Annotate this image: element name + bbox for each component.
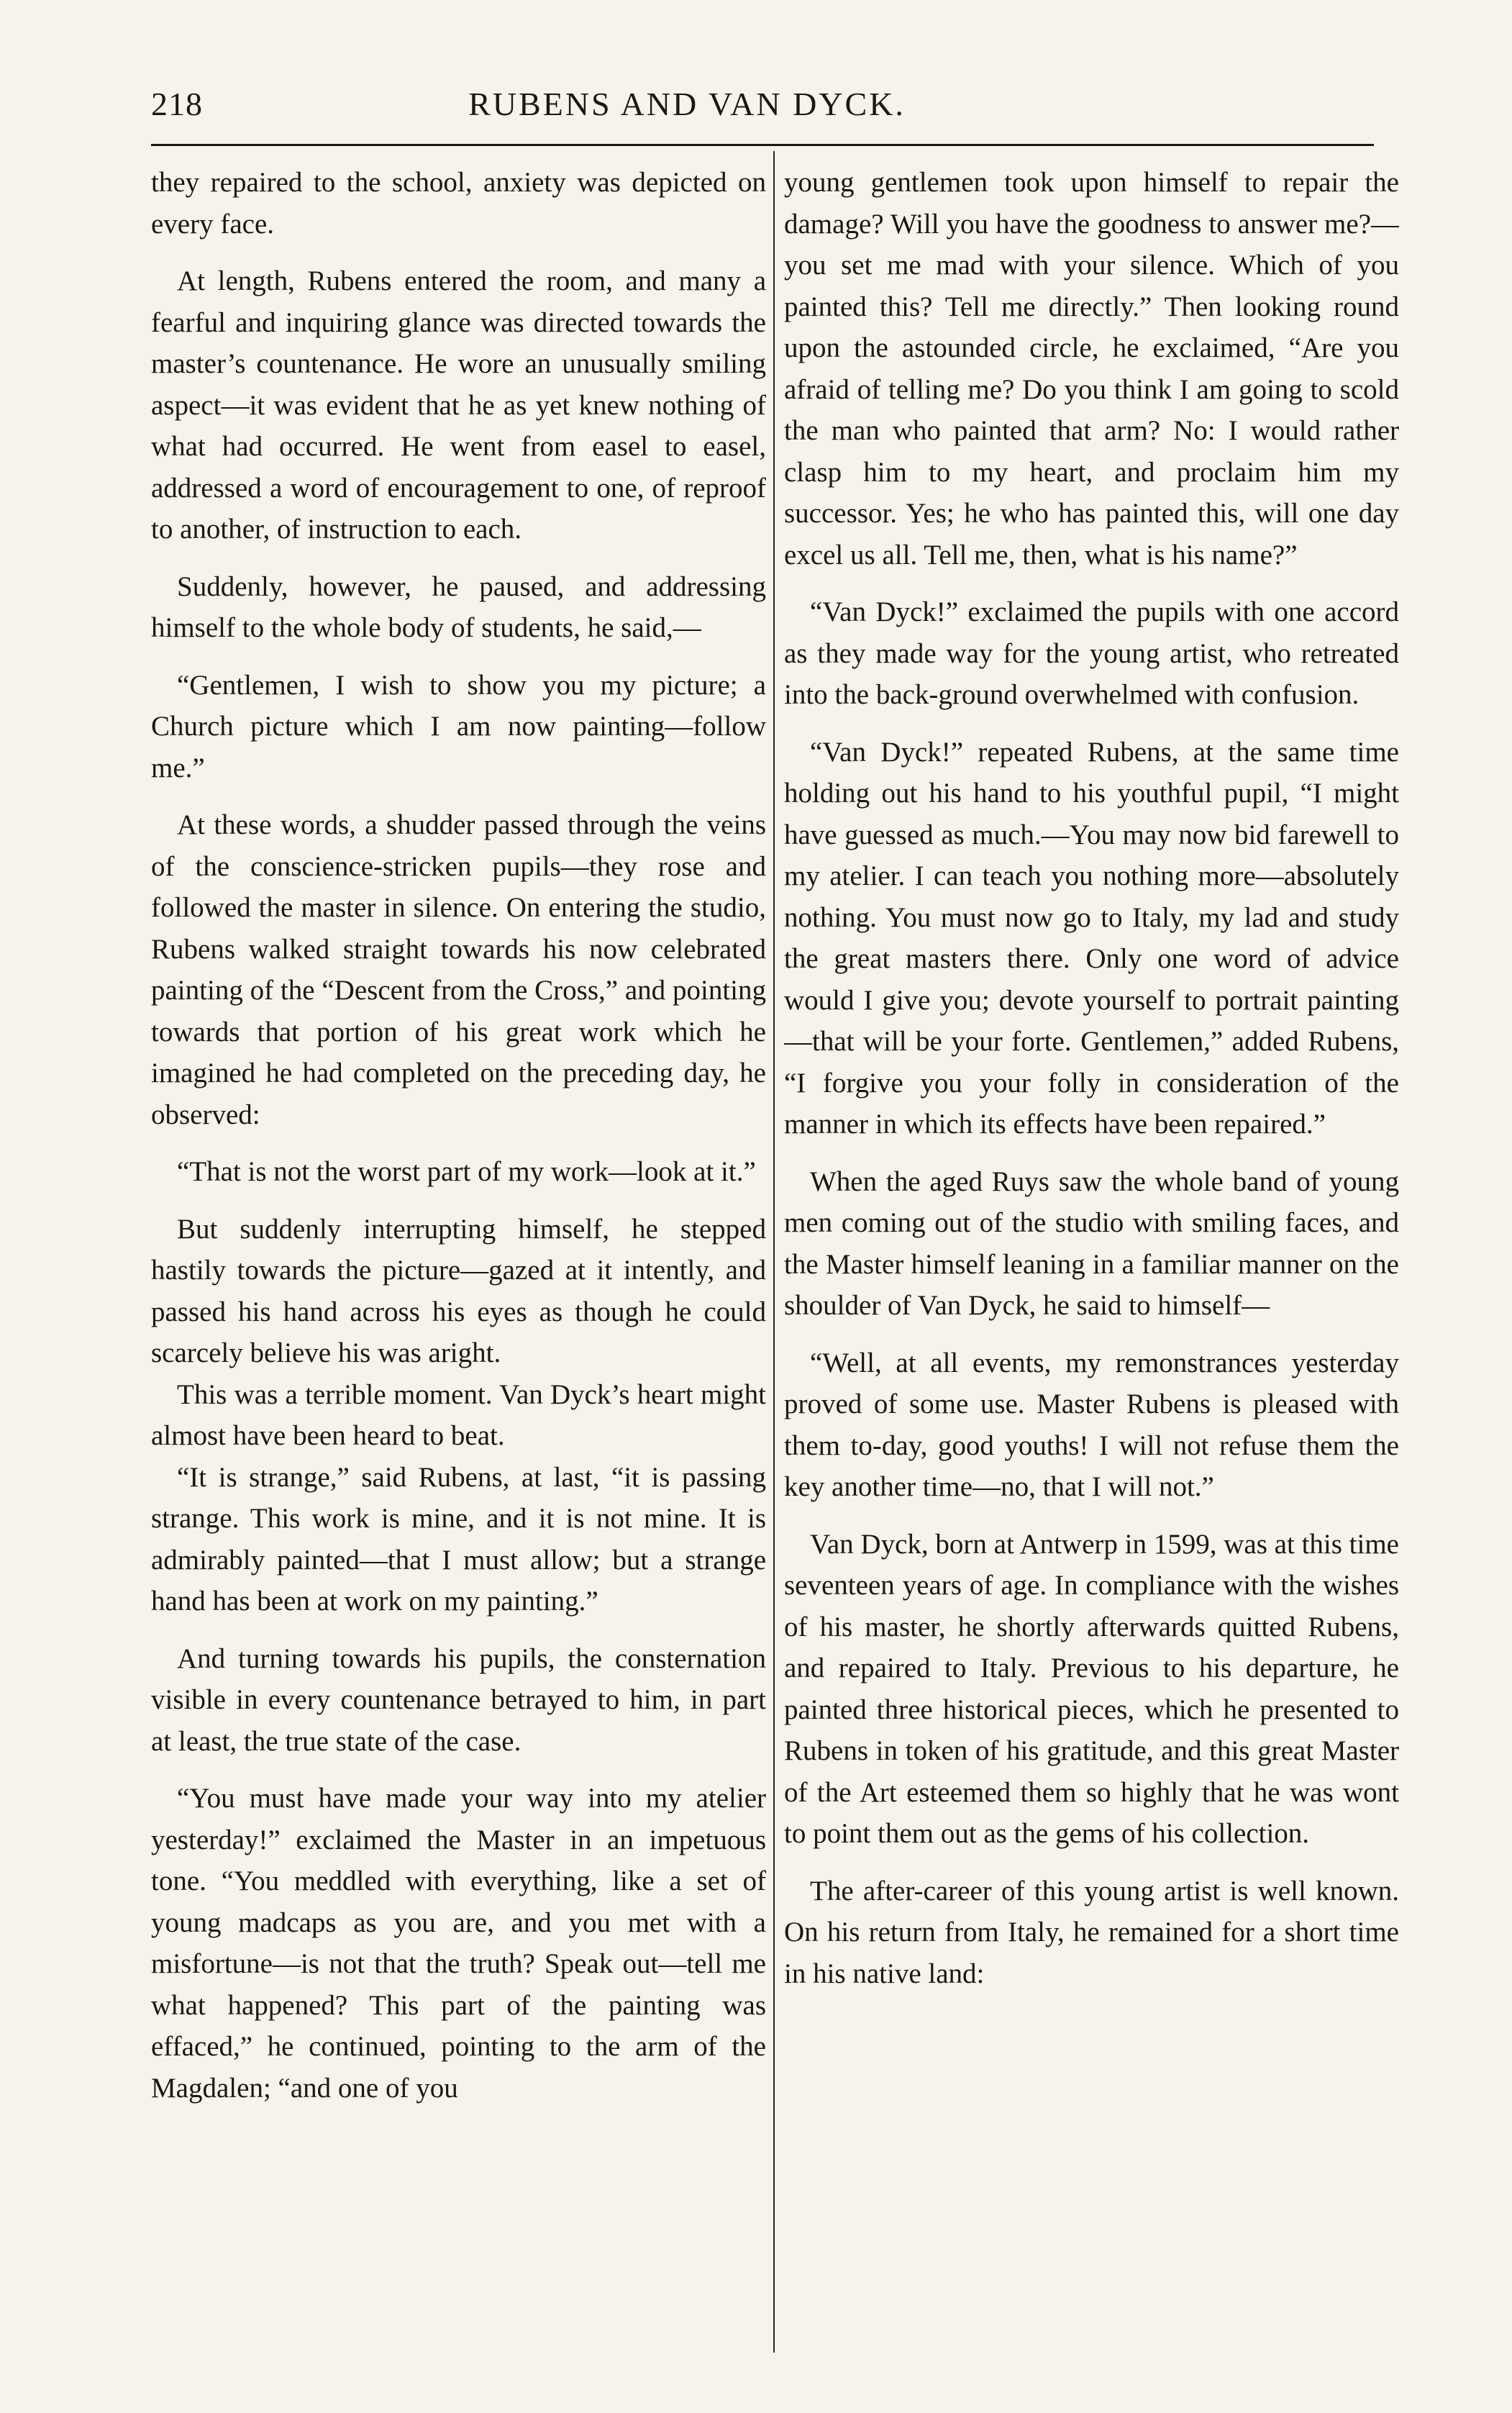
paragraph: Suddenly, however, he paused, and addressing himself to the whole body of students, he said,— xyxy=(151,571,766,643)
paragraph: When the aged Ruys saw the whole band of young men coming out of the studio with smiling faces, and the Master himself leaning in a familiar manner on the shoulder of Van Dyck, he said to himself— xyxy=(784,1165,1399,1321)
paragraph: “Van Dyck!” repeated Rubens, at the same time holding out his hand to his youthful pupil, “I might have guessed as much.—You may now bid farewell to my atelier. I can teach you nothing more—absolutely nothing. You must now go to Italy, my lad and study the great masters there. Only one word of advice would I give you; devote yourself to portrait painting—that will be your forte. Gentlemen,” added Rubens, “I forgive you your folly in consideration of the manner in which its effects have been repaired.” xyxy=(784,736,1399,1140)
header-rule xyxy=(151,144,1374,146)
paragraph: they repaired to the school, anxiety was depicted on every face. xyxy=(151,167,766,240)
paragraph: young gentlemen took upon himself to repair the damage? Will you have the goodness to answer me?—you set me mad with your silence. Which of you painted this? Tell me directly.” Then looking round upon the astounded circle, he exclaimed, “Are you afraid of telling me? Do you think I am going to scold the man who painted that arm? No: I would rather clasp him to my heart, and proclaim him my successor. Yes; he who has painted this, will one day excel us all. Tell me, then, what is his name?” xyxy=(784,167,1399,571)
paragraph: At length, Rubens entered the room, and many a fearful and inquiring glance was directed towards the master’s countenance. He wore an unusually smiling aspect—it was evident that he as yet knew nothing of what had occurred. He went from easel to easel, addressed a word of encouragement to one, of reproof to another, of instruction to each. xyxy=(151,265,766,545)
column-divider xyxy=(773,151,775,2353)
paragraph: “It is strange,” said Rubens, at last, “it is passing strange. This work is mine, and it is not mine. It is admirably painted—that I must allow; but a strange hand has been at work on my painting.” xyxy=(151,1461,766,1617)
running-title: RUBENS AND VAN DYCK. xyxy=(468,86,906,122)
paragraph: The after-career of this young artist is well known. On his return from Italy, he remained for a short time in his native land: xyxy=(784,1875,1399,1989)
page-number: 218 xyxy=(151,86,203,122)
paragraph: “Van Dyck!” exclaimed the pupils with one accord as they made way for the young artist, who retreated into the back-ground overwhelmed with confusion. xyxy=(784,596,1399,710)
paragraph: At these words, a shudder passed through the veins of the conscience-stricken pupils—they rose and followed the master in silence. On entering the studio, Rubens walked straight towards his now celebrated painting of the “Descent from the Cross,” and pointing towards that portion of his great work which he imagined he had completed on the preceding day, he observed: xyxy=(151,809,766,1130)
paragraph: “Gentlemen, I wish to show you my picture; a Church picture which I am now painting—follow me.” xyxy=(151,669,766,783)
paragraph: Van Dyck, born at Antwerp in 1599, was at this time seventeen years of age. In compliance with the wishes of his master, he shortly afterwards quitted Rubens, and repaired to Italy. Previous to his departure, he painted three historical pieces, which he presented to Rubens in token of his gratitude, and this great Master of the Art esteemed them so highly that he was wont to point them out as the gems of his collection. xyxy=(784,1528,1399,1849)
paragraph: “Well, at all events, my remonstrances yesterday proved of some use. Master Rubens is pleased with them to-day, good youths! I will not refuse them the key another time—no, that I will not.” xyxy=(784,1347,1399,1502)
paragraph: And turning towards his pupils, the consternation visible in every countenance betrayed to him, in part at least, the true state of the case. xyxy=(151,1642,766,1757)
paragraph: “You must have made your way into my atelier yesterday!” exclaimed the Master in an impetuous tone. “You meddled with everything, like a set of young madcaps as you are, and you met with a misfortune—is not that the truth? Speak out—tell me what happened? This part of the painting was effaced,” he continued, pointing to the arm of the Magdalen; “and one of you xyxy=(151,1783,766,2104)
page-header xyxy=(151,85,1374,135)
paragraph: “That is not the worst part of my work—look at it.” xyxy=(177,1156,756,1187)
left-column xyxy=(151,162,766,2349)
paragraph: This was a terrible moment. Van Dyck’s heart might almost have been heard to beat. xyxy=(151,1378,766,1451)
paragraph: But suddenly interrupting himself, he stepped hastily towards the picture—gazed at it intently, and passed his hand across his eyes as though he could scarcely believe his was aright. xyxy=(151,1213,766,1368)
right-column xyxy=(784,162,1399,2349)
